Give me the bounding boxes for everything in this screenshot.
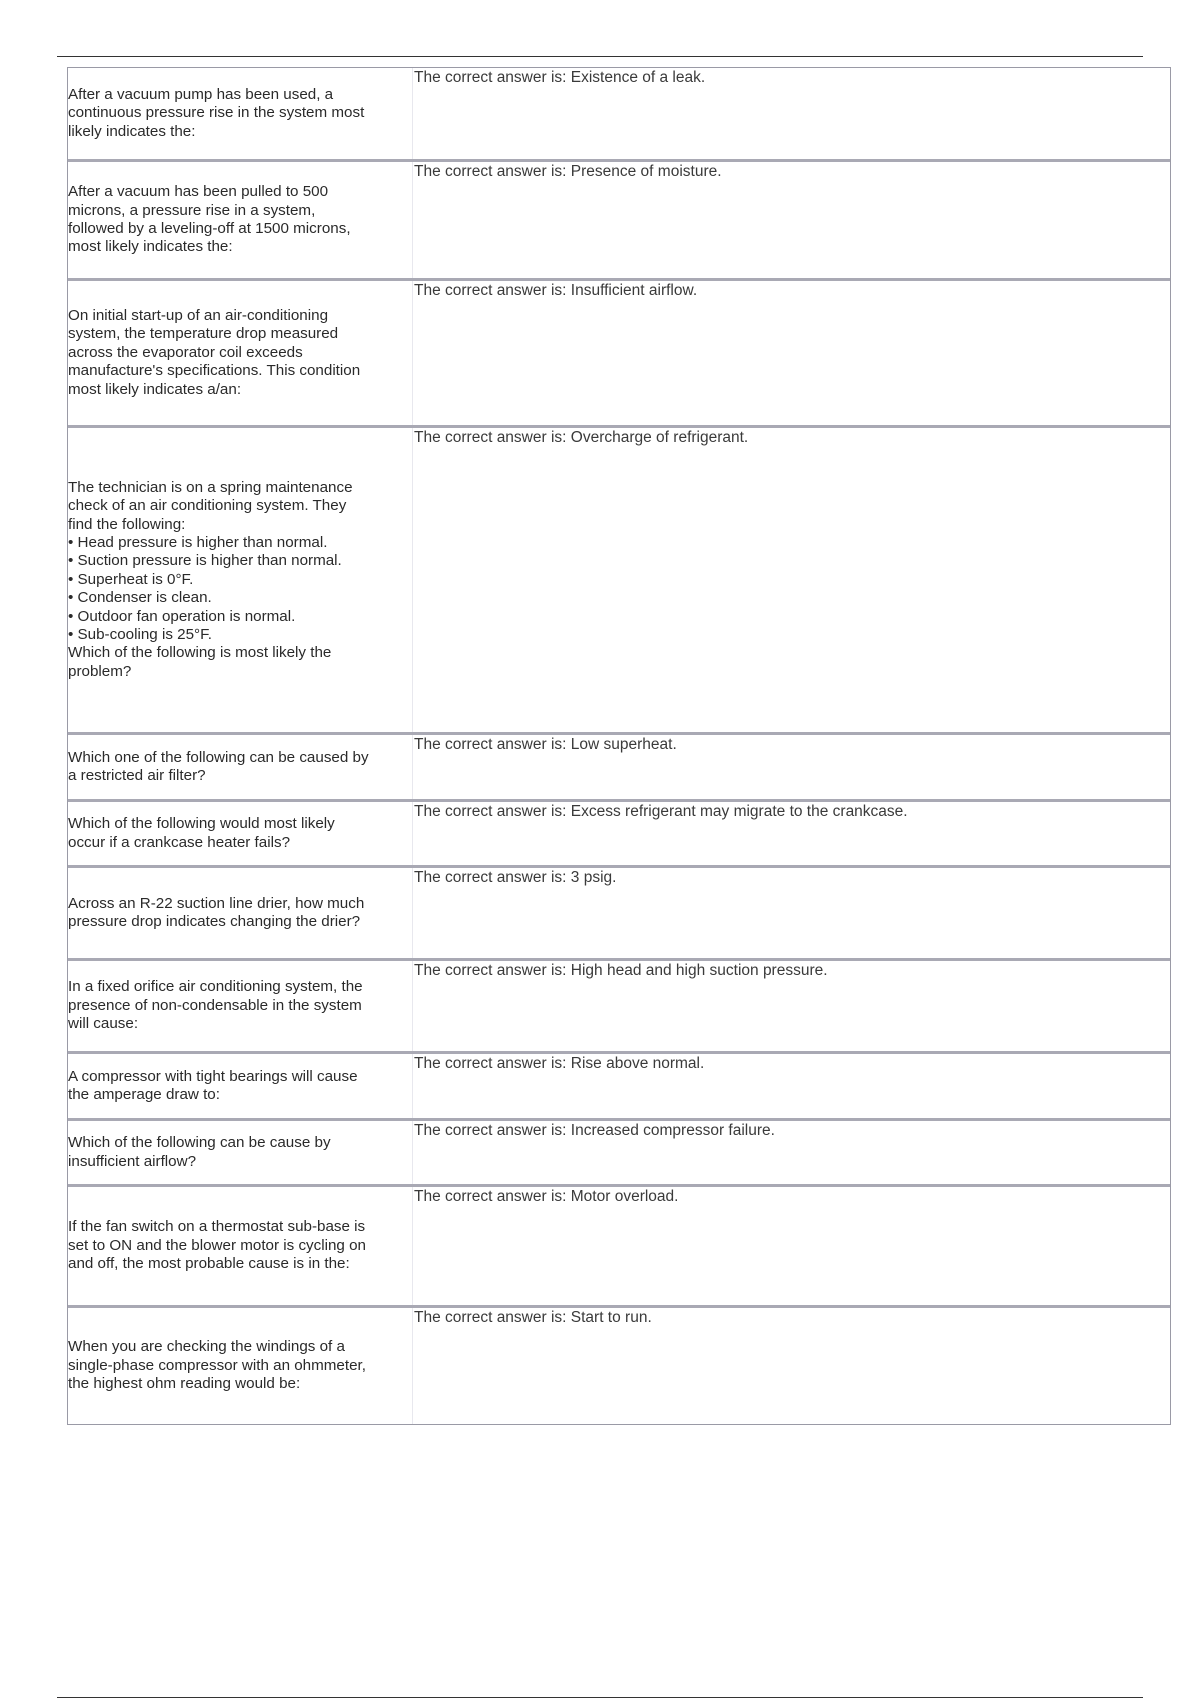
- answer-text: The correct answer is: Insufficient airflow.: [414, 282, 698, 299]
- question-text: Which of the following would most likely occur if a crankcase heater fails?: [68, 802, 413, 865]
- qa-row: [68, 1051, 1170, 1118]
- question-text: The technician is on a spring maintenance check of an air conditioning system. They find the following: • Head pressure is higher than normal. • Suction pressure is higher than normal. • Superheat is 0°F. • Condenser is clean. • Outdoor fan operation is normal. • Sub-cooling is 25°F. Which of the following is most likely the problem?: [68, 428, 413, 732]
- answer-text: The correct answer is: Presence of moisture.: [414, 163, 722, 180]
- answer-cell: [413, 1054, 1170, 1118]
- answer-text: The correct answer is: Rise above normal.: [414, 1055, 705, 1072]
- question-text: After a vacuum has been pulled to 500 microns, a pressure rise in a system, followed by a leveling-off at 1500 microns, most likely indicates the:: [68, 162, 413, 278]
- answer-cell: [413, 281, 1170, 425]
- question-text: If the fan switch on a thermostat sub-base is set to ON and the blower motor is cycling on and off, the most probable cause is in the:: [68, 1187, 413, 1305]
- question-text: On initial start-up of an air-conditioning system, the temperature drop measured across the evaporator coil exceeds manufacture's specifications. This condition most likely indicates a/an:: [68, 281, 413, 425]
- qa-row: [68, 1305, 1170, 1424]
- qa-row: [68, 1184, 1170, 1305]
- qa-row: [68, 425, 1170, 732]
- answer-text: The correct answer is: Start to run.: [414, 1309, 652, 1326]
- answer-cell: [413, 428, 1170, 732]
- question-text: Which one of the following can be caused by a restricted air filter?: [68, 735, 413, 799]
- qa-row: [68, 1118, 1170, 1184]
- answer-cell: [413, 162, 1170, 278]
- question-text: Which of the following can be cause by insufficient airflow?: [68, 1121, 413, 1184]
- question-text: When you are checking the windings of a single-phase compressor with an ohmmeter, the highest ohm reading would be:: [68, 1308, 413, 1424]
- question-text: After a vacuum pump has been used, a continuous pressure rise in the system most likely indicates the:: [68, 68, 413, 159]
- qa-row: [68, 865, 1170, 958]
- answer-text: The correct answer is: High head and high suction pressure.: [414, 962, 828, 979]
- qa-row: [68, 958, 1170, 1051]
- answer-cell: [413, 961, 1170, 1051]
- answer-text: The correct answer is: Increased compressor failure.: [414, 1122, 775, 1139]
- answer-cell: [413, 1187, 1170, 1305]
- qa-row: [68, 159, 1170, 278]
- header-rule: [57, 56, 1143, 57]
- answer-cell: [413, 868, 1170, 958]
- answer-text: The correct answer is: 3 psig.: [414, 869, 617, 886]
- answer-cell: [413, 735, 1170, 799]
- answer-text: The correct answer is: Excess refrigerant may migrate to the crankcase.: [414, 803, 908, 820]
- answer-text: The correct answer is: Low superheat.: [414, 736, 677, 753]
- question-text: A compressor with tight bearings will cause the amperage draw to:: [68, 1054, 413, 1118]
- answer-cell: [413, 1308, 1170, 1424]
- question-text: Across an R-22 suction line drier, how much pressure drop indicates changing the drier?: [68, 868, 413, 958]
- qa-row: [68, 68, 1170, 159]
- answer-cell: [413, 802, 1170, 865]
- qa-row: [68, 799, 1170, 865]
- qa-table: [67, 67, 1171, 1425]
- answer-text: The correct answer is: Motor overload.: [414, 1188, 679, 1205]
- answer-cell: [413, 68, 1170, 159]
- answer-text: The correct answer is: Overcharge of refrigerant.: [414, 429, 749, 446]
- qa-row: [68, 732, 1170, 799]
- answer-cell: [413, 1121, 1170, 1184]
- footer-rule: [57, 1697, 1143, 1698]
- answer-text: The correct answer is: Existence of a leak.: [414, 69, 706, 86]
- qa-row: [68, 278, 1170, 425]
- question-text: In a fixed orifice air conditioning system, the presence of non-condensable in the system will cause:: [68, 961, 413, 1051]
